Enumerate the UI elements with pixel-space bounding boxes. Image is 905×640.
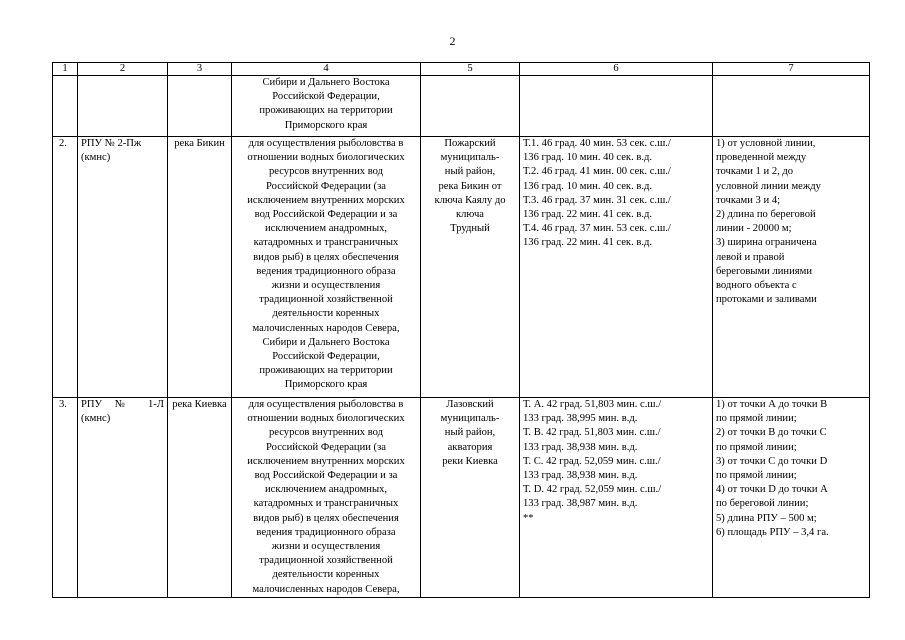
purpose-line: малочисленных народов Севера, [252,583,400,595]
location-line: муниципаль- [440,413,500,425]
boundary-line: 2) длина по береговой [716,209,816,221]
purpose-line: Российской Федерации (за [266,180,386,192]
boundary-line: точками 1 и 2, до [716,166,794,178]
purpose-line: ресурсов внутренних вод [268,427,384,439]
location-line: акватория [447,441,493,453]
boundary-line: по береговой линии; [716,498,809,510]
fishing-areas-table [52,62,870,598]
area-name: РПУ № 1-Л (кмнс) [78,398,168,598]
coordinate-line: Т. С. 42 град. 52,059 мин. с.ш./ [523,455,661,467]
location-cell [421,137,520,398]
location-line: муниципаль- [440,152,500,164]
purpose-line: Сибири и Дальнего Востока [262,77,390,88]
location-line: ный район, [444,166,496,178]
boundary-line: 2) от точки В до точки С [716,427,827,439]
coordinate-line: Т. А. 42 град. 51,803 мин. с.ш./ [523,399,662,410]
purpose-cell [232,76,421,137]
boundary-line: береговыми линиями [716,265,813,277]
coordinate-line: Т.1. 46 град. 40 мин. 53 сек. с.ш./ [523,138,671,149]
purpose-line: жизни и осуществления [271,280,381,292]
purpose-line: традиционной хозяйственной [259,294,393,306]
location-line: реки Киевка [442,455,498,467]
location-cell [421,398,520,598]
purpose-line: Приморского края [284,379,368,391]
purpose-line: видов рыб) в целях обеспечения [253,512,399,524]
coordinate-line: 133 град. 38,938 мин. в.д. [523,470,638,482]
purpose-line: Приморского края [284,119,368,131]
boundaries-cell [713,398,870,598]
boundary-line: водного объекта с [716,280,797,292]
boundary-line: условной линии между [716,180,821,192]
purpose-line: Российской Федерации (за [266,441,386,453]
boundary-line: проведенной между [716,152,807,164]
location-line: Пожарский [444,138,496,149]
boundary-line: по прямой линии; [716,413,797,425]
location-line: ный район, [444,427,496,439]
boundary-line: по прямой линии; [716,470,797,482]
col-number-5: 5 [421,63,520,76]
purpose-line: Российской Федерации, [272,91,380,103]
purpose-line: отношении водных биологических [247,413,405,425]
coordinate-line: Т.4. 46 град. 37 мин. 53 сек. с.ш./ [523,223,671,235]
coordinate-line: Т.3. 46 град. 37 мин. 31 сек. с.ш./ [523,194,671,206]
col-number-3: 3 [168,63,232,76]
boundaries-cell [713,137,870,398]
purpose-line: Сибири и Дальнего Востока [262,336,390,348]
coordinate-line: Т. D. 42 град. 52,059 мин. с.ш./ [523,484,662,496]
purpose-line: вод Российской Федерации и за [254,209,398,221]
purpose-line: исключением внутренних морских [247,194,405,206]
water-body: река Бикин [168,137,232,398]
col-number-4: 4 [232,63,421,76]
boundary-line: линии - 20000 м; [716,223,792,235]
location-line: ключа [456,209,484,221]
coordinate-line: Т. В. 42 град. 51,803 мин. с.ш./ [523,427,661,439]
boundary-line: 5) длина РПУ – 500 м; [716,512,817,524]
boundary-line: по прямой линии; [716,441,797,453]
purpose-line: ресурсов внутренних вод [268,166,384,178]
continuation-row [53,76,870,137]
col-number-1: 1 [53,63,78,76]
boundary-line: точками 3 и 4; [716,194,781,206]
coordinate-line: 133 град. 38,938 мин. в.д. [523,441,638,453]
area-name: РПУ № 2-Пж (кмнс) [78,137,168,398]
coordinate-line: 136 град. 10 мин. 40 сек. в.д. [523,180,653,192]
purpose-line: жизни и осуществления [271,541,381,553]
purpose-line: традиционной хозяйственной [259,555,393,567]
purpose-line: вод Российской Федерации и за [254,470,398,482]
location-line: ключа Каялу до [434,194,506,206]
table-row [53,398,870,598]
location-line: Трудный [450,223,490,235]
page-number: 2 [449,34,456,48]
coordinate-footnote-mark: ** [523,512,534,524]
purpose-line: ведения традиционного образа [256,526,396,538]
row-number: 2. [53,137,78,398]
purpose-cell [232,398,421,598]
col-number-7: 7 [713,63,870,76]
purpose-line: исключением анадромных, [264,223,388,235]
boundary-line: протоками и заливами [716,294,817,306]
purpose-line: видов рыб) в целях обеспечения [253,251,399,263]
coordinate-line: Т.2. 46 град. 41 мин. 00 сек. с.ш./ [523,166,671,178]
purpose-line: проживающих на территории [259,105,393,117]
coordinate-line: 136 град. 22 мин. 41 сек. в.д. [523,237,653,249]
boundary-line: 4) от точки D до точки А [716,484,828,496]
purpose-line: катадромных и трансграничных [253,237,399,249]
coordinate-line: 136 град. 22 мин. 41 сек. в.д. [523,209,653,221]
boundary-line: 3) от точки С до точки D [716,455,828,467]
coordinate-line: 133 град. 38,995 мин. в.д. [523,413,638,425]
coordinate-line: 133 град. 38,987 мин. в.д. [523,498,638,510]
purpose-line: отношении водных биологических [247,152,405,164]
purpose-line: для осуществления рыболовства в [248,138,404,149]
location-line: Лазовский [446,399,494,410]
purpose-line: ведения традиционного образа [256,265,396,277]
purpose-line: исключением внутренних морских [247,455,405,467]
row-number: 3. [53,398,78,598]
purpose-line: для осуществления рыболовства в [248,399,404,410]
boundary-line: 3) ширина ограничена [716,237,817,249]
location-line: река Бикин от [438,180,502,192]
boundary-line: 1) от точки А до точки В [716,399,828,410]
table-row [53,137,870,398]
column-number-row [53,63,870,76]
purpose-line: катадромных и трансграничных [253,498,399,510]
boundary-line: 6) площадь РПУ – 3,4 га. [716,526,829,538]
coordinates-cell [520,398,713,598]
col-number-6: 6 [520,63,713,76]
coordinates-cell [520,137,713,398]
col-number-2: 2 [78,63,168,76]
water-body: река Киевка [168,398,232,598]
purpose-line: деятельности коренных [272,308,380,320]
purpose-line: деятельности коренных [272,569,380,581]
purpose-cell [232,137,421,398]
purpose-line: исключением анадромных, [264,484,388,496]
boundary-line: левой и правой [716,251,785,263]
purpose-line: малочисленных народов Севера, [252,322,400,334]
coordinate-line: 136 град. 10 мин. 40 сек. в.д. [523,152,653,164]
boundary-line: 1) от условной линии, [716,138,816,149]
purpose-line: проживающих на территории [259,365,393,377]
purpose-line: Российской Федерации, [272,351,380,363]
